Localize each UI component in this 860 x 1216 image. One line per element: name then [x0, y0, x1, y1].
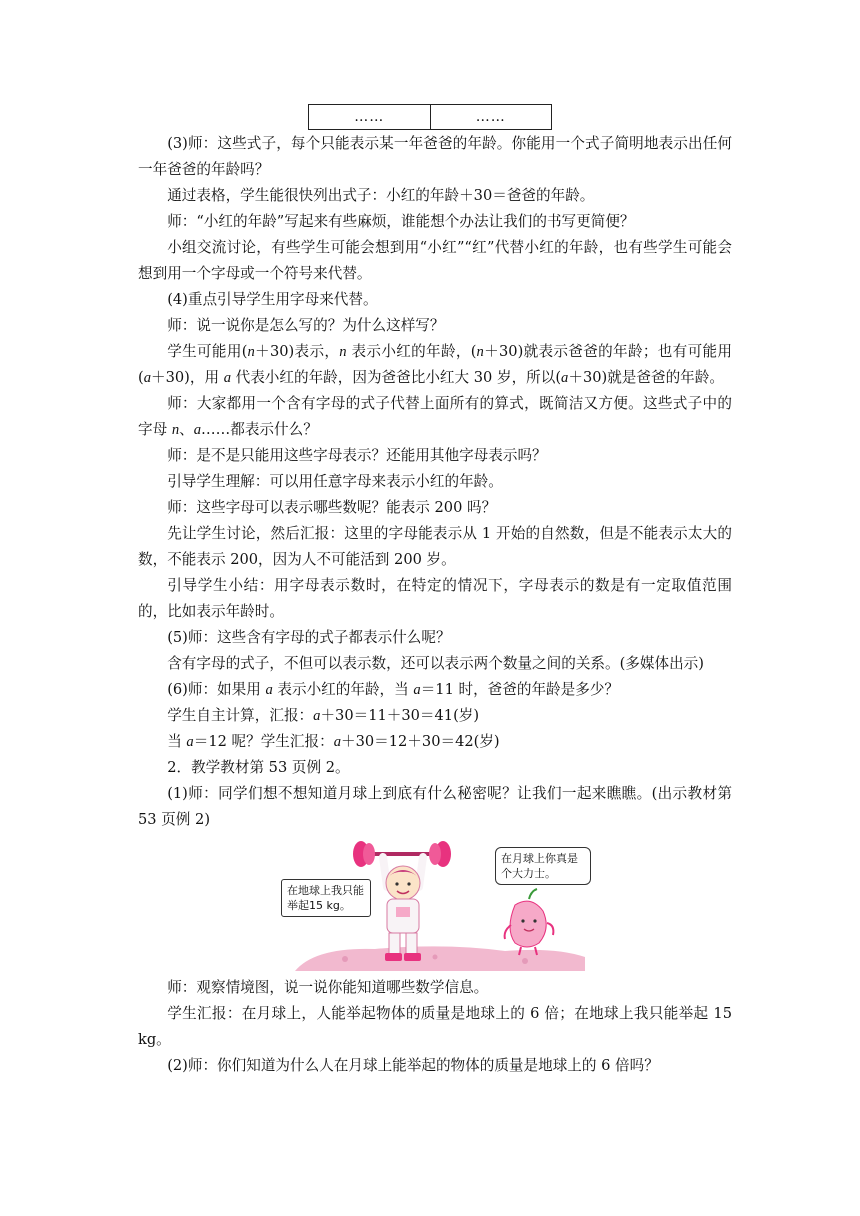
speech-bubble-moon: 在月球上你真是个大力士。	[495, 847, 591, 885]
paragraph	[138, 625, 732, 651]
table-cell: ……	[430, 105, 552, 129]
text-run: (6)师：如果用	[167, 681, 266, 698]
astronaut	[383, 857, 423, 961]
variable: n	[339, 344, 347, 360]
paragraph	[138, 391, 732, 443]
paragraphs-before	[138, 131, 732, 833]
text-run: 师：观察情境图，说一说你能知道哪些数学信息。	[167, 979, 489, 996]
moon-ground	[295, 946, 585, 971]
text-run: 引导学生小结：用字母表示数时，在特定的情况下，字母表示的数是有一定取值范围的，比如表示年龄时。	[138, 577, 732, 620]
text-run: 代表小红的年龄，因为爸爸比小红大 30 岁，所以(	[230, 369, 562, 386]
paragraph	[138, 1001, 732, 1053]
example-2-illustration	[285, 839, 585, 971]
paragraph	[138, 313, 732, 339]
paragraph	[138, 677, 732, 703]
variable: n	[247, 344, 255, 360]
paragraphs-after	[138, 975, 732, 1079]
lesson-text	[138, 131, 732, 1079]
age-table-fragment	[308, 104, 552, 130]
text-run: 表示小红的年龄，(	[346, 343, 477, 360]
variable: a	[143, 370, 151, 386]
variable: a	[193, 422, 202, 438]
variable: a	[265, 682, 273, 698]
text-run: 小组交流讨论，有些学生可能会想到用“小红”“红”代替小红的年龄，也有些学生可能会想到用一个字母或一个符号来代替。	[138, 239, 732, 282]
paragraph	[138, 443, 732, 469]
variable: n	[476, 344, 484, 360]
paragraph	[138, 131, 732, 183]
table-cell: ……	[354, 109, 385, 125]
text-run: 学生汇报：在月球上，人能举起物体的质量是地球上的 6 倍；在地球上我只能举起 15 kg。	[138, 1005, 732, 1048]
barbell	[353, 841, 451, 867]
text-run: ＝12 呢？学生汇报：	[193, 733, 334, 750]
text-run: 学生自主计算，汇报：	[167, 707, 314, 724]
text-run: 表示小红的年龄，当	[272, 681, 414, 698]
text-run: 通过表格，学生能很快列出式子：小红的年龄＋30＝爸爸的年龄。	[167, 187, 595, 204]
text-run: 引导学生理解：可以用任意字母来表示小红的年龄。	[167, 473, 503, 490]
paragraph	[138, 703, 732, 729]
paragraph	[138, 781, 732, 833]
text-run: 师：这些字母可以表示哪些数呢？能表示 200 吗？	[167, 499, 497, 516]
text-run: 当	[167, 733, 187, 750]
variable: a	[561, 370, 569, 386]
text-run: 师：是不是只能用这些字母表示？还能用其他字母表示吗？	[167, 447, 547, 464]
text-run: ＋30)就是爸爸的年龄。	[568, 369, 724, 386]
variable: n	[171, 422, 180, 438]
paragraph	[138, 209, 732, 235]
paragraph	[138, 573, 732, 625]
text-run: ＋30＝11＋30＝41(岁)	[320, 707, 480, 724]
variable: a	[333, 734, 341, 750]
text-run: (1)师：同学们想不想知道月球上到底有什么秘密呢？让我们一起来瞧瞧。(出示教材第 53 页例 2)	[138, 785, 732, 828]
text-run: 2．教学教材第 53 页例 2。	[167, 759, 350, 776]
paragraph	[138, 755, 732, 781]
text-run: (3)师：这些式子，每个只能表示某一年爸爸的年龄。你能用一个式子简明地表示出任何一年爸爸的年龄吗？	[138, 135, 732, 178]
text-run: ＋30)就表示爸爸的年龄；也有可能用(	[138, 343, 732, 386]
variable: a	[313, 708, 321, 724]
paragraph	[138, 235, 732, 287]
pink-character	[505, 889, 554, 955]
text-run: ＝11 时，爸爸的年龄是多少？	[420, 681, 620, 698]
text-run: ……都表示什么？	[201, 421, 318, 438]
text-run: 先让学生讨论，然后汇报：这里的字母能表示从 1 开始的自然数，但是不能表示太大的数，不能表示 200，因为人不可能活到 200 岁。	[138, 525, 732, 568]
variable: a	[413, 682, 421, 698]
text-run: 师：说一说你是怎么写的？为什么这样写？	[167, 317, 445, 334]
paragraph	[138, 183, 732, 209]
text-run: 含有字母的式子，不但可以表示数，还可以表示两个数量之间的关系。(多媒体出示)	[167, 655, 704, 672]
paragraph	[138, 287, 732, 313]
text-run: ＋30)，用	[151, 369, 224, 386]
paragraph	[138, 729, 732, 755]
speech-bubble-earth: 在地球上我只能举起15 kg。	[281, 879, 371, 917]
text-run: 学生可能用(	[167, 343, 248, 360]
text-run: (5)师：这些含有字母的式子都表示什么呢？	[167, 629, 451, 646]
paragraph	[138, 521, 732, 573]
paragraph	[138, 975, 732, 1001]
variable: a	[186, 734, 194, 750]
paragraph	[138, 1053, 732, 1079]
text-run: (4)重点引导学生用字母来代替。	[167, 291, 378, 308]
text-run: 、	[179, 421, 194, 438]
paragraph	[138, 495, 732, 521]
variable: a	[223, 370, 231, 386]
paragraph	[138, 651, 732, 677]
text-run: ＋30＝12＋30＝42(岁)	[340, 733, 500, 750]
paragraph	[138, 339, 732, 391]
text-run: ＋30)表示，	[254, 343, 340, 360]
paragraph	[138, 469, 732, 495]
text-run: 师：“小红的年龄”写起来有些麻烦，谁能想个办法让我们的书写更简便？	[167, 213, 635, 230]
text-run: 师：大家都用一个含有字母的式子代替上面所有的算式，既简洁又方便。这些式子中的字母	[138, 395, 732, 438]
text-run: (2)师：你们知道为什么人在月球上能举起的物体的质量是地球上的 6 倍吗？	[167, 1057, 659, 1074]
